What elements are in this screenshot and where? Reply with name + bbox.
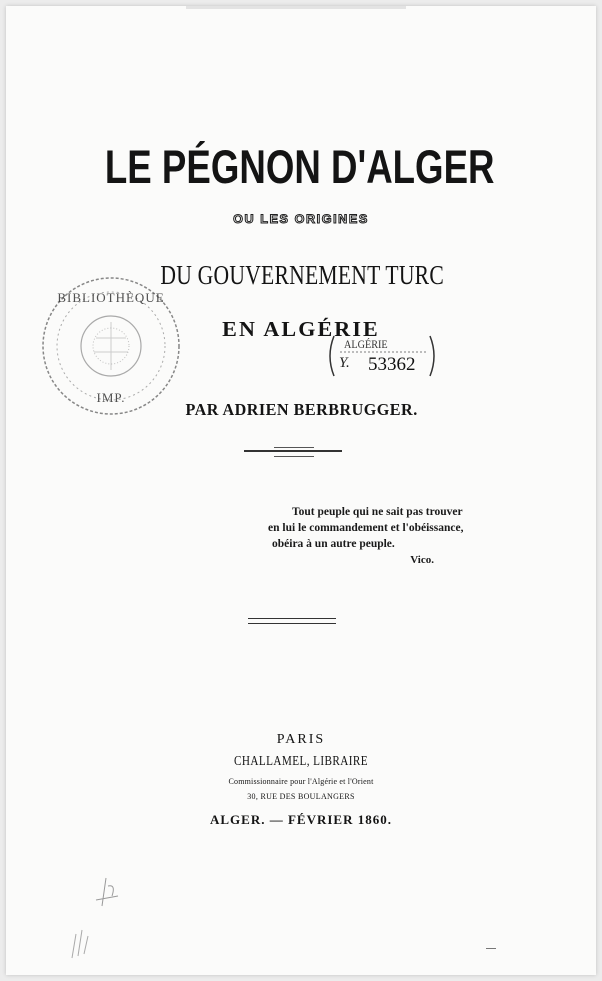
epigraph-line: obéira à un autre peuple. bbox=[272, 538, 395, 550]
epigraph-attribution: Vico. bbox=[410, 554, 434, 566]
double-rule-top bbox=[248, 618, 336, 619]
imprint-city: PARIS bbox=[276, 732, 326, 747]
shelfmark-stamp bbox=[322, 332, 442, 380]
subtitle-main: DU GOUVERNEMENT TURC bbox=[160, 260, 444, 290]
epigraph-line: en lui le commandement et l'obéissance, bbox=[268, 522, 464, 534]
shelfmark-label: ALGÉRIE bbox=[344, 337, 388, 351]
shelfmark-prefix: Y. bbox=[339, 355, 350, 371]
imprint-publisher: CHALLAMEL, LIBRAIRE bbox=[234, 754, 368, 769]
shelfmark-number: 53362 bbox=[368, 354, 416, 375]
epigraph-line: Tout peuple qui ne sait pas trouver bbox=[292, 506, 463, 518]
author-line: PAR ADRIEN BERBRUGGER. bbox=[185, 400, 418, 419]
double-rule-bottom bbox=[248, 623, 336, 624]
stamp-top-text: BIBLIOTHÈQUE bbox=[57, 290, 165, 305]
imprint-dateline: ALGER. — FÉVRIER 1860. bbox=[210, 812, 392, 827]
document-page bbox=[6, 6, 596, 975]
top-scroll-indicator bbox=[186, 6, 406, 9]
book-title: LE PÉGNON D'ALGER bbox=[104, 140, 495, 193]
epigraph bbox=[268, 504, 508, 568]
pencil-marks-icon bbox=[66, 866, 166, 966]
ornamental-rule-center bbox=[274, 447, 314, 457]
stamp-bottom-text: IMP. bbox=[96, 390, 126, 405]
page-mark bbox=[486, 948, 496, 949]
imprint-commission: Commissionnaire pour l'Algérie et l'Orient bbox=[228, 777, 374, 786]
library-stamp bbox=[36, 272, 186, 420]
subtitle-small: OU LES ORIGINES bbox=[233, 212, 369, 226]
subtitle-place: EN ALGÉRIE bbox=[222, 317, 380, 341]
imprint-address: 30, RUE DES BOULANGERS bbox=[247, 792, 355, 801]
